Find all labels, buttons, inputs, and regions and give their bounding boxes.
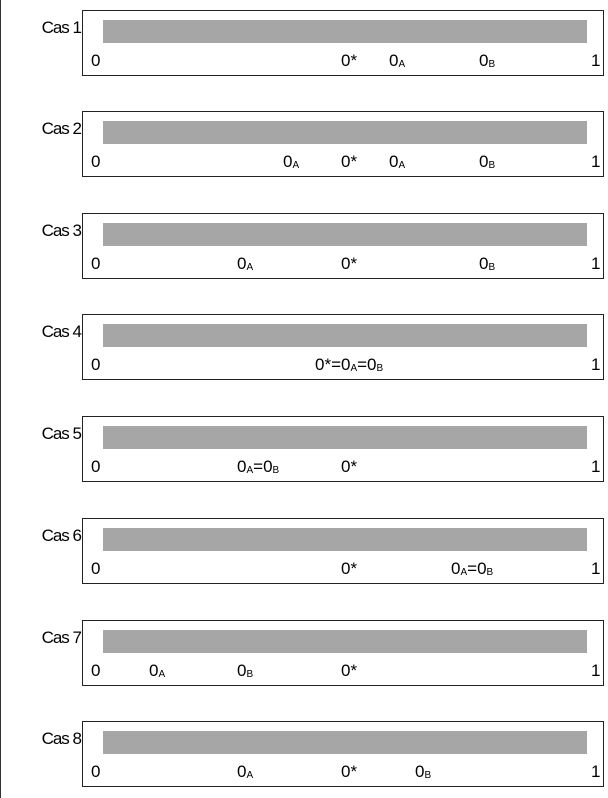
axis-tick-label: 0 [91,51,101,70]
axis-tick-label: $0_B$ [479,152,496,171]
gray-bar [103,223,587,246]
axis-tick-label: $0_A=0_B$ [237,457,280,476]
gray-bar [103,324,587,347]
axis-tick-label: 0* [341,661,358,680]
axis-tick-label: 0 [91,457,101,476]
case-label: Cas 5 [41,424,81,443]
axis-tick-label: 0 [91,254,101,273]
case-box [82,518,604,584]
axis-tick-label: $0_A=0_B$ [451,559,494,578]
axis-tick-label: 1 [591,762,601,781]
gray-bar [103,121,587,144]
case-label: Cas 2 [41,119,81,138]
axis-tick-label: 1 [591,51,601,70]
axis-tick-label: 0* [341,762,358,781]
axis-tick-label: 0 [91,762,101,781]
axis-tick-label: 1 [591,152,601,171]
axis-tick-label: $0_B$ [415,762,432,781]
gray-bar [103,20,587,43]
gray-bar [103,426,587,449]
gray-bar [103,630,587,653]
axis-tick-label: $0_B$ [479,51,496,70]
case-box [82,314,604,380]
gray-bar [103,528,587,551]
axis-tick-label: 1 [591,457,601,476]
axis-tick-label: 0* [341,51,358,70]
axis-tick-label: $0_A$ [237,254,254,273]
case-box [82,213,604,279]
axis-tick-label: $0_A$ [389,152,406,171]
case-label: Cas 3 [41,221,81,240]
axis-tick-label: 0 [91,355,101,374]
case-box [82,416,604,482]
case-box [82,111,604,177]
axis-tick-label: $0_B$ [479,254,496,273]
axis-tick-label: 0 [91,559,101,578]
case-label: Cas 7 [41,628,81,647]
case-label: Cas 8 [41,729,81,748]
axis-tick-label: 0 [91,661,101,680]
axis-tick-label: $0_A$ [389,51,406,70]
axis-tick-label: 0 [91,152,101,171]
axis-tick-label: $0_A$ [237,762,254,781]
axis-tick-label: $0_A$ [149,661,166,680]
axis-tick-label: $0*=0_A=0_B$ [315,355,384,374]
case-label: Cas 4 [41,322,81,341]
axis-tick-label: 1 [591,559,601,578]
case-box [82,620,604,686]
case-label: Cas 1 [41,18,81,37]
case-label: Cas 6 [41,526,81,545]
axis-tick-label: 1 [591,661,601,680]
axis-tick-label: $0_B$ [237,661,254,680]
case-box [82,721,604,787]
case-box [82,10,604,76]
axis-tick-label: 0* [341,152,358,171]
axis-tick-label: $0_A$ [283,152,300,171]
gray-bar [103,731,587,754]
axis-tick-label: 0* [341,254,358,273]
axis-tick-label: 0* [341,559,358,578]
axis-tick-label: 1 [591,355,601,374]
axis-tick-label: 1 [591,254,601,273]
axis-tick-label: 0* [341,457,358,476]
